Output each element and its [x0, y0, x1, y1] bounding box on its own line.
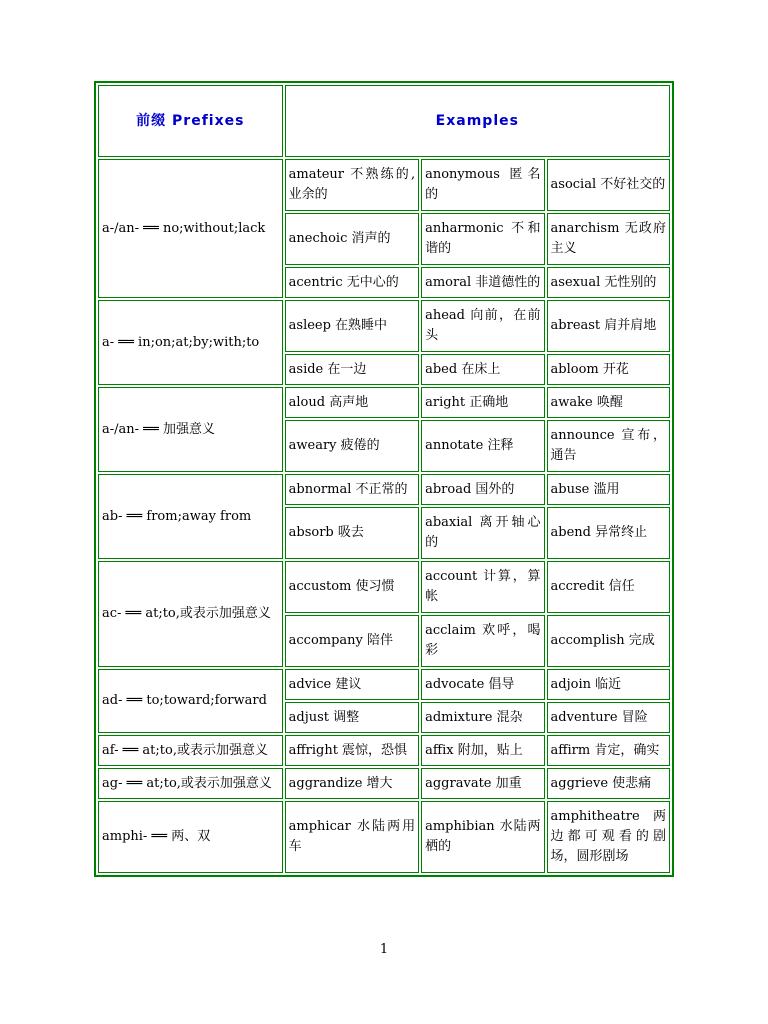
example-cell: admixture 混杂 [421, 702, 544, 733]
example-cell: anechoic 消声的 [285, 213, 419, 265]
example-cell: anharmonic 不和谐的 [421, 213, 544, 265]
prefix-cell: ab- ══ from;away from [98, 474, 283, 559]
prefix-cell: ag- ══ at;to,或表示加强意义 [98, 768, 283, 799]
example-cell: aggravate 加重 [421, 768, 544, 799]
prefix-cell: af- ══ at;to,或表示加强意义 [98, 735, 283, 766]
example-cell: awake 唤醒 [547, 387, 670, 418]
example-cell: asleep 在熟睡中 [285, 300, 419, 352]
example-cell: amphitheatre 两边都可观看的剧场，圆形剧场 [547, 801, 670, 873]
table-row [98, 768, 670, 799]
page-number: 1 [379, 942, 389, 957]
example-cell: anonymous 匿名的 [421, 159, 544, 211]
example-cell: abaxial 离开轴心的 [421, 507, 544, 559]
example-cell: acentric 无中心的 [285, 267, 419, 298]
example-cell: adventure 冒险 [547, 702, 670, 733]
table-row [98, 300, 670, 352]
example-cell: acclaim 欢呼，喝彩 [421, 615, 544, 667]
example-cell: abroad 国外的 [421, 474, 544, 505]
example-cell: abloom 开花 [547, 354, 670, 385]
example-cell: aright 正确地 [421, 387, 544, 418]
example-cell: affix 附加，贴上 [421, 735, 544, 766]
example-cell: absorb 吸去 [285, 507, 419, 559]
example-cell: aloud 高声地 [285, 387, 419, 418]
table-row [98, 159, 670, 211]
example-cell: amoral 非道德性的 [421, 267, 544, 298]
example-cell: account 计算，算帐 [421, 561, 544, 613]
example-cell: advice 建议 [285, 669, 419, 700]
example-cell: accompany 陪伴 [285, 615, 419, 667]
example-cell: asocial 不好社交的 [547, 159, 670, 211]
table-row [98, 387, 670, 418]
prefix-cell: ac- ══ at;to,或表示加强意义 [98, 561, 283, 667]
prefix-table [94, 81, 674, 877]
example-cell: accomplish 完成 [547, 615, 670, 667]
prefix-cell: a-/an- ══ no;without;lack [98, 159, 283, 298]
examples-header: Examples [285, 85, 670, 157]
example-cell: advocate 倡导 [421, 669, 544, 700]
prefix-cell: ad- ══ to;toward;forward [98, 669, 283, 733]
example-cell: asexual 无性别的 [547, 267, 670, 298]
example-cell: amphibian 水陆两栖的 [421, 801, 544, 873]
example-cell: aweary 疲倦的 [285, 420, 419, 472]
table-row [98, 474, 670, 505]
example-cell: aggrieve 使悲痛 [547, 768, 670, 799]
header-row [98, 85, 670, 157]
example-cell: abend 异常终止 [547, 507, 670, 559]
example-cell: aggrandize 增大 [285, 768, 419, 799]
example-cell: abed 在床上 [421, 354, 544, 385]
example-cell: amateur 不熟练的,业余的 [285, 159, 419, 211]
example-cell: affirm 肯定，确实 [547, 735, 670, 766]
table-row [98, 669, 670, 700]
table-row [98, 801, 670, 873]
example-cell: aside 在一边 [285, 354, 419, 385]
example-cell: accustom 使习惯 [285, 561, 419, 613]
example-cell: amphicar 水陆两用车 [285, 801, 419, 873]
example-cell: adjust 调整 [285, 702, 419, 733]
example-cell: accredit 信任 [547, 561, 670, 613]
example-cell: annotate 注释 [421, 420, 544, 472]
prefix-cell: amphi- ══ 两、双 [98, 801, 283, 873]
example-cell: abreast 肩并肩地 [547, 300, 670, 352]
example-cell: anarchism 无政府主义 [547, 213, 670, 265]
prefixes-header: 前缀 Prefixes [98, 85, 283, 157]
example-cell: abuse 滥用 [547, 474, 670, 505]
example-cell: announce 宣布，通告 [547, 420, 670, 472]
example-cell: affright 震惊，恐惧 [285, 735, 419, 766]
example-cell: abnormal 不正常的 [285, 474, 419, 505]
table-row [98, 735, 670, 766]
table-row [98, 561, 670, 613]
prefix-cell: a- ══ in;on;at;by;with;to [98, 300, 283, 385]
prefix-cell: a-/an- ══ 加强意义 [98, 387, 283, 472]
example-cell: adjoin 临近 [547, 669, 670, 700]
example-cell: ahead 向前，在前头 [421, 300, 544, 352]
